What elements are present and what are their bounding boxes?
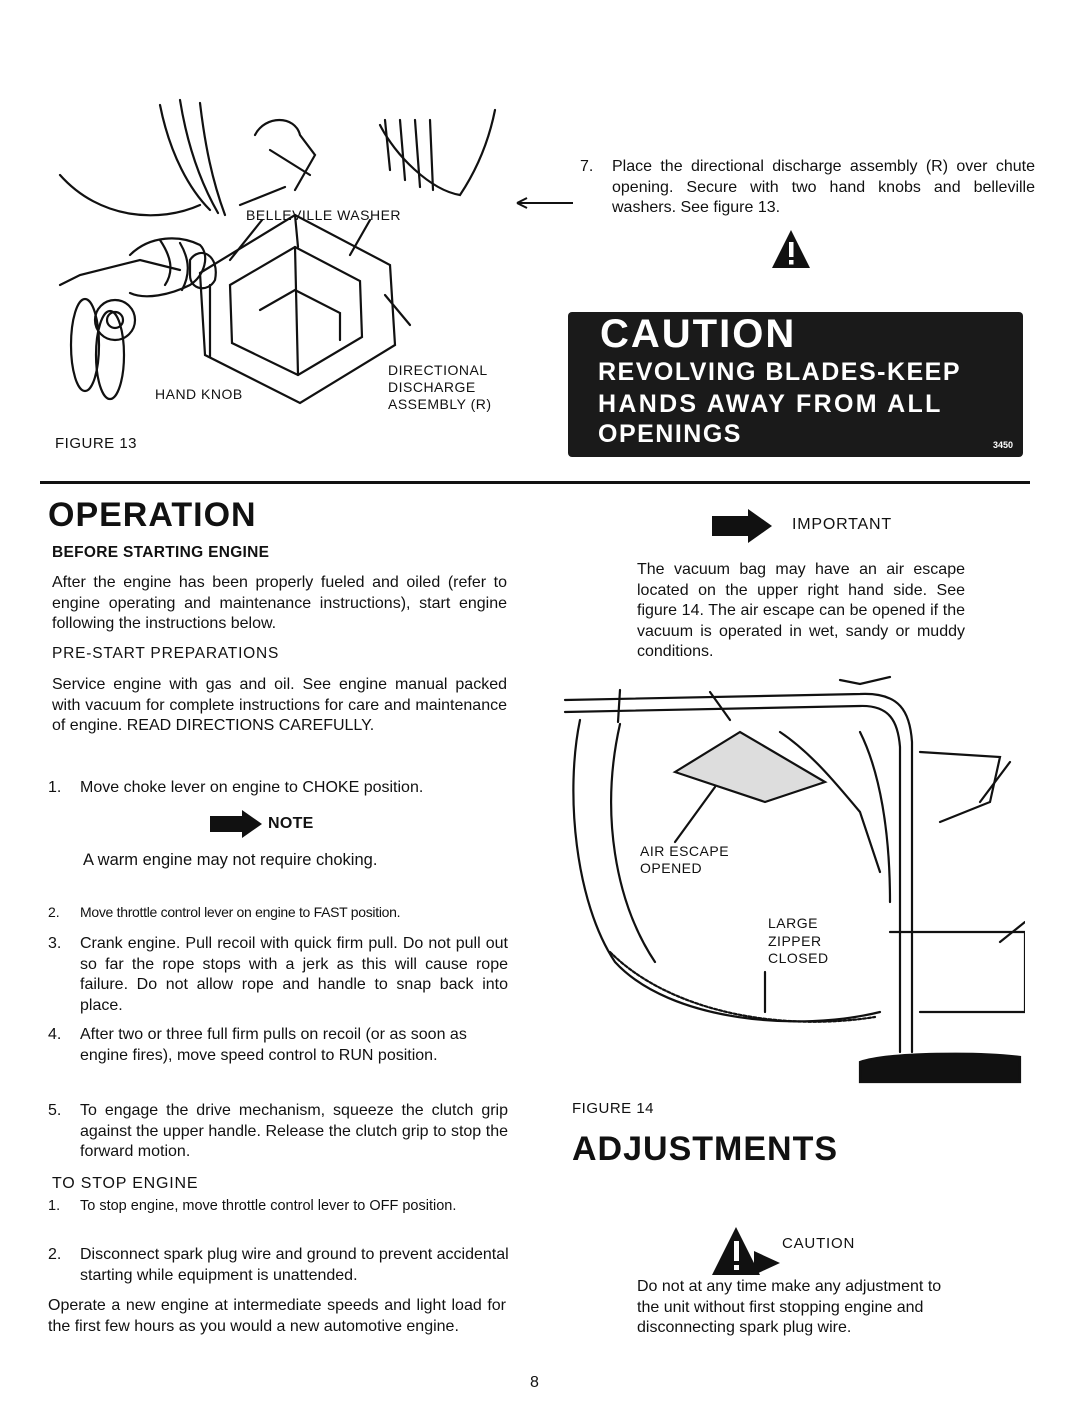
step-text: To stop engine, move throttle control lever to OFF position. [80, 1198, 457, 1214]
zipper-callout-line3: CLOSED [768, 950, 829, 966]
step-7-text: Place the directional discharge assembly (R) over chute opening. Secure with two hand knobs and belleville washers. See figure 13. [612, 158, 1035, 216]
belleville-washer-callout: BELLEVILLE WASHER [246, 207, 402, 223]
prestart-text: Service engine with gas and oil. See engine manual packed with vacuum for complete instructions for care and maintenance of engine. READ DIRECTIONS CAREFULLY. [52, 676, 507, 734]
step-text: Move throttle control lever on engine to FAST position. [80, 904, 401, 920]
zipper-callout-line2: ZIPPER [768, 933, 822, 949]
figure-14-caption: FIGURE 14 [572, 1100, 655, 1117]
step-text: Move choke lever on engine to CHOKE position. [80, 779, 424, 796]
operation-heading: OPERATION [48, 496, 257, 534]
caution-sign-line1: REVOLVING BLADES-KEEP [598, 358, 962, 386]
caution-sign-code: 3450 [992, 440, 1013, 450]
step-number: 2. [48, 1246, 62, 1263]
prestart-heading: PRE-START PREPARATIONS [52, 645, 280, 662]
directional-callout-line2: DISCHARGE [388, 379, 476, 395]
step-number: 2. [48, 904, 60, 920]
air-escape-callout-line1: AIR ESCAPE [640, 843, 730, 859]
before-starting-text: After the engine has been properly fueled and oiled (refer to engine operating and maintenance instructions), start engine following the instructions below. [52, 574, 507, 632]
step-number: 4. [48, 1026, 62, 1043]
important-arrow-icon [712, 509, 774, 543]
caution-sign [568, 312, 1023, 457]
to-stop-heading: TO STOP ENGINE [52, 1175, 199, 1192]
figure-13-caption: FIGURE 13 [55, 435, 138, 452]
step-text: Disconnect spark plug wire and ground to prevent accidental starting while equipment is unattended. [80, 1246, 509, 1284]
directional-callout-line1: DIRECTIONAL [388, 362, 488, 378]
step-7-number: 7. [580, 158, 594, 175]
figure-14-illustration [560, 672, 1025, 1092]
adjustments-text: Do not at any time make any adjustment to the unit without first stopping engine and disconnecting spark plug wire. [637, 1278, 942, 1336]
page-number: 8 [530, 1374, 539, 1391]
figure-14-drawing [560, 672, 1025, 1092]
step-number: 3. [48, 935, 62, 952]
note-arrow-icon [210, 810, 264, 838]
step-text: To engage the drive mechanism, squeeze the clutch grip against the upper handle. Release the clutch grip to stop the forward motion. [80, 1102, 508, 1160]
important-label: IMPORTANT [792, 516, 892, 533]
important-text: The vacuum bag may have an air escape located on the upper right hand side. See figure 14. The air escape can be opened if the vacuum is operated in wet, sandy or muddy conditions. [637, 561, 965, 660]
air-escape-callout-line2: OPENED [640, 860, 703, 876]
note-label: NOTE [268, 815, 314, 832]
adjustments-caution-label: CAUTION [782, 1235, 856, 1252]
closing-text: Operate a new engine at intermediate speeds and light load for the first few hours as you would a new automotive engine. [48, 1297, 506, 1335]
hand-knob-callout: HAND KNOB [155, 386, 243, 402]
caution-triangle-icon [710, 1225, 782, 1277]
before-starting-heading: BEFORE STARTING ENGINE [52, 544, 270, 561]
step-number: 1. [48, 1198, 61, 1214]
step-number: 1. [48, 779, 62, 796]
step-number: 5. [48, 1102, 62, 1119]
caution-sign-line3: OPENINGS [598, 420, 742, 448]
caution-sign-line2: HANDS AWAY FROM ALL [598, 390, 943, 418]
zipper-callout-line1: LARGE [768, 915, 818, 931]
caution-sign-title: CAUTION [600, 312, 797, 356]
section-divider [40, 481, 1030, 484]
warning-triangle-icon [770, 228, 812, 270]
step-text: Crank engine. Pull recoil with quick firm pull. Do not pull out so far the rope stops with a jerk as this will cause rope failure. Do not allow rope and handle to snap back into place. [80, 935, 508, 1014]
note-text: A warm engine may not require choking. [83, 851, 378, 869]
adjustments-heading: ADJUSTMENTS [572, 1130, 839, 1168]
step-text: After two or three full firm pulls on recoil (or as soon as engine fires), move speed control to RUN position. [80, 1026, 467, 1064]
directional-callout-line3: ASSEMBLY (R) [388, 396, 492, 412]
left-arrow-icon [515, 197, 575, 209]
